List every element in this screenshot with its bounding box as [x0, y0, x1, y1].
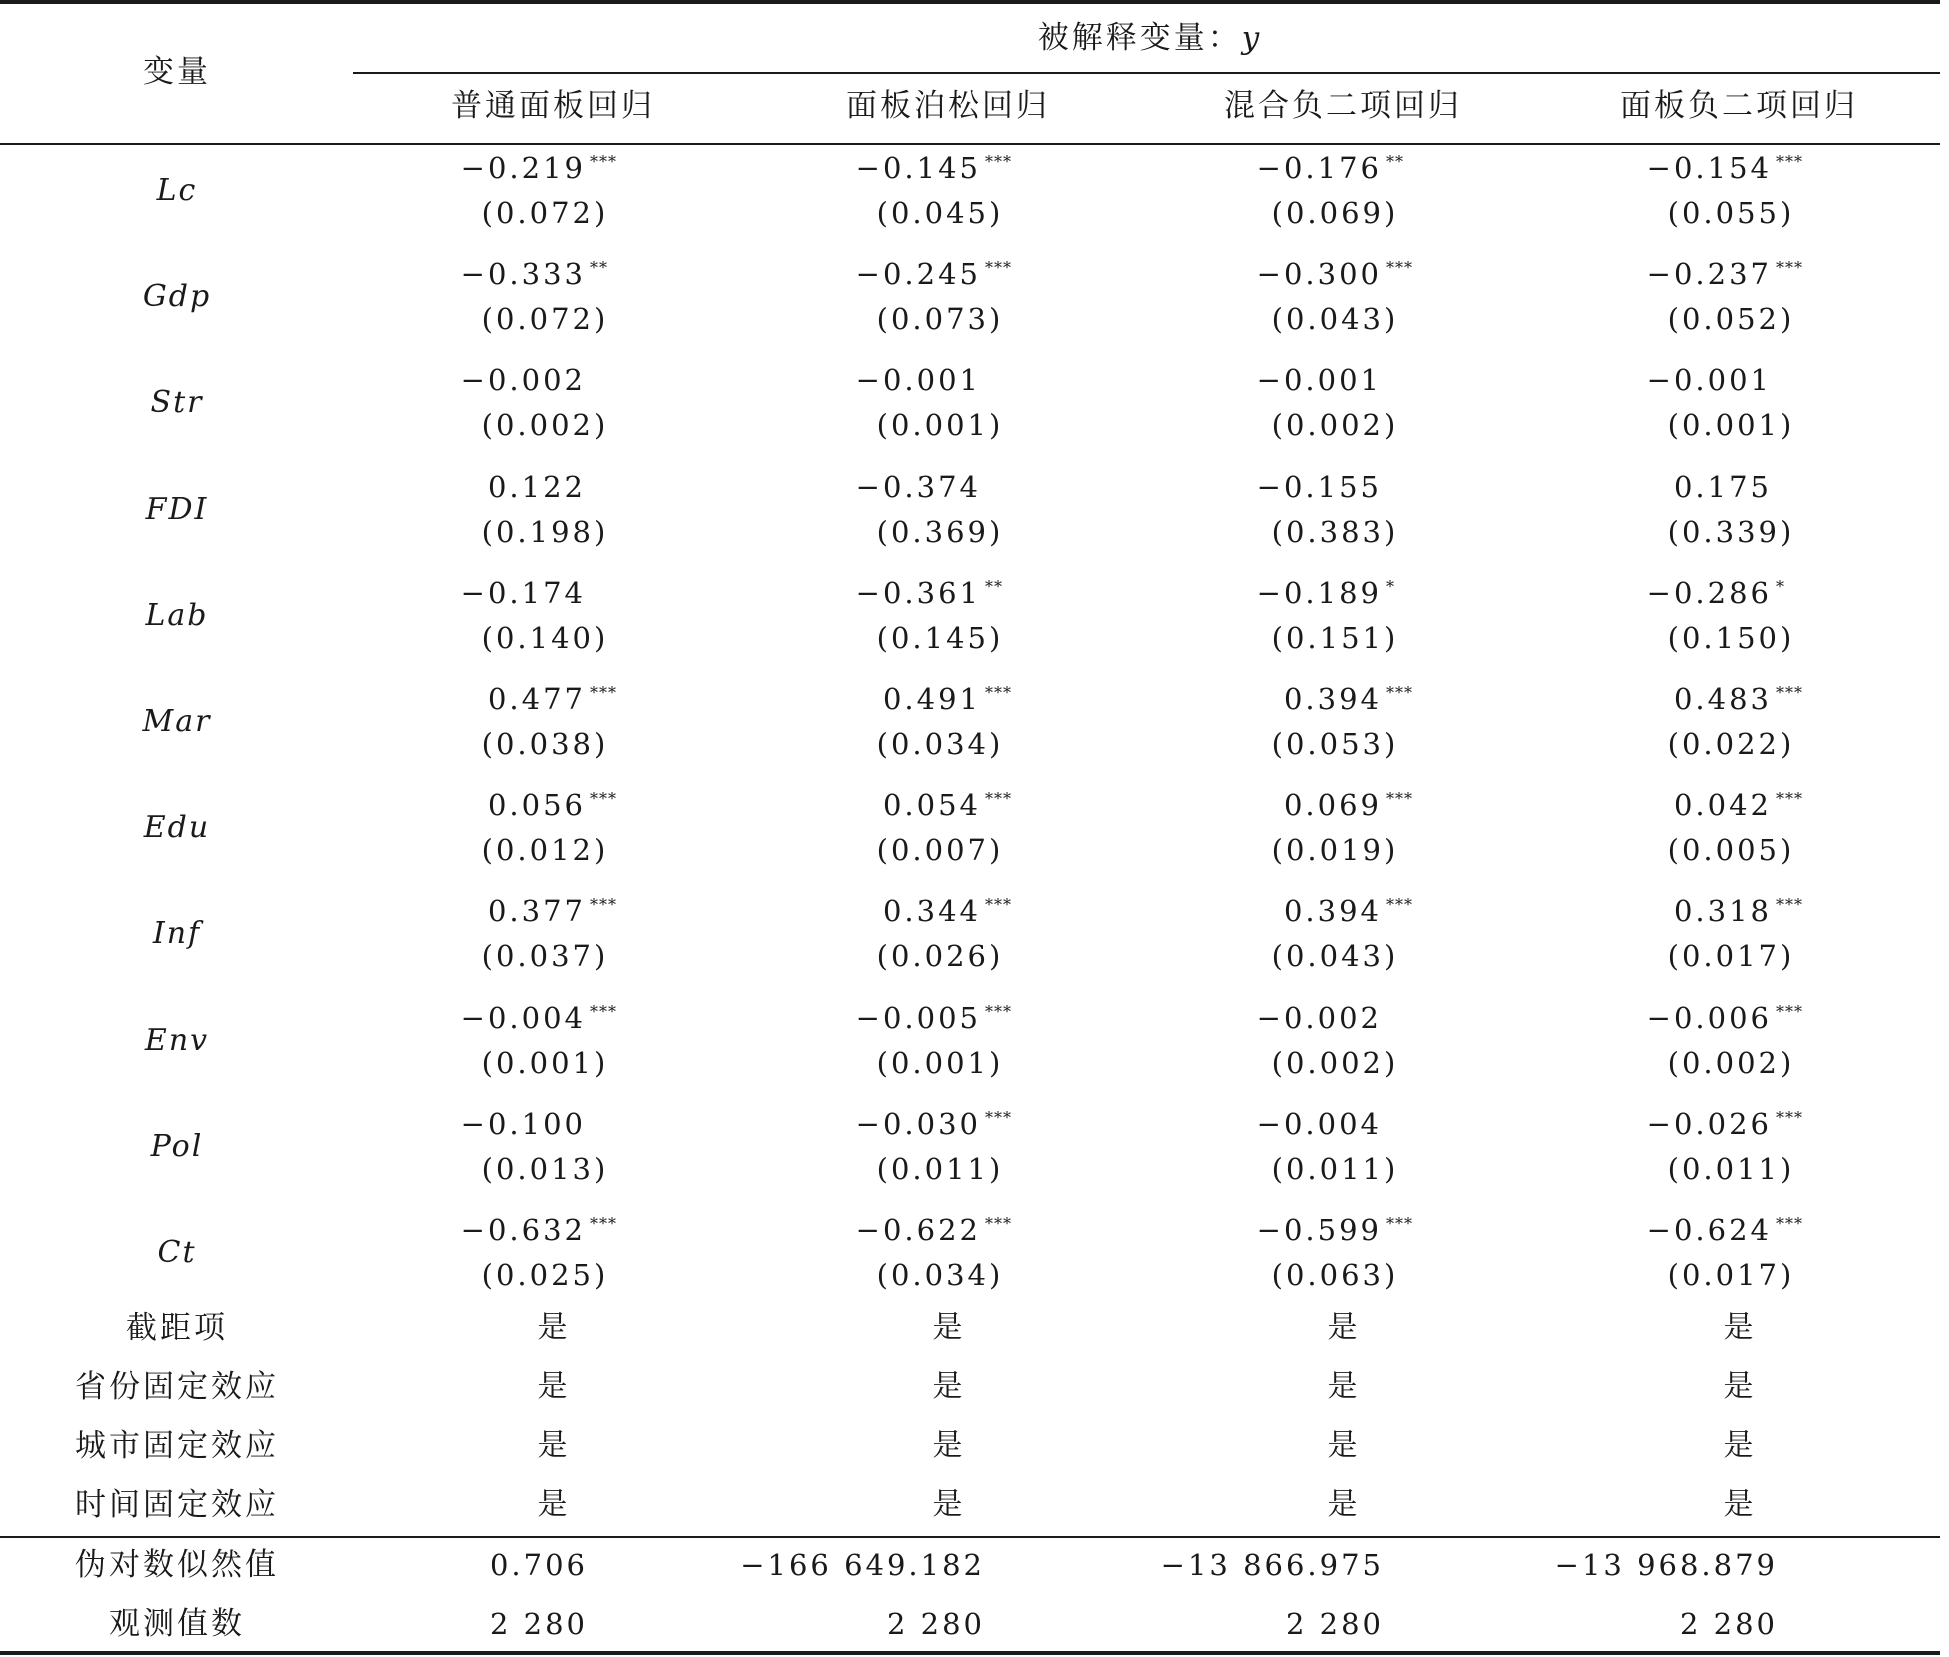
standard-error-cell: (0.007) [876, 833, 1004, 868]
standard-error-cell: (0.012) [481, 833, 609, 868]
standard-error-cell: (0.140) [481, 620, 609, 655]
coefficient-cell [1512, 787, 1803, 823]
coefficient-value: −0.189 [1256, 575, 1382, 610]
column-header: 面板泊松回归 [846, 88, 1050, 124]
coefficient-value: −0.174 [460, 575, 586, 610]
variable-name: FDI [145, 491, 209, 527]
coefficient-cell [326, 787, 617, 823]
coefficient-cell [1512, 256, 1803, 292]
standard-error-cell: (0.034) [876, 727, 1004, 761]
significance-stars: *** [1776, 1001, 1803, 1021]
significance-stars: *** [985, 683, 1012, 702]
standard-error-cell: (0.073) [876, 302, 1004, 337]
dependent-label: 被解释变量： [1037, 20, 1242, 56]
coefficient-cell [1122, 469, 1382, 505]
coefficient-cell [721, 787, 1012, 823]
header-variable-label: 变量 [143, 54, 211, 90]
bottom-rule [0, 1651, 1940, 1655]
statistic-value: −166 649.182 [740, 1548, 985, 1582]
coefficient-value: −0.155 [1256, 469, 1382, 504]
standard-error-cell: (0.017) [1667, 939, 1795, 974]
coefficient-value: −0.002 [460, 363, 586, 398]
coefficient-value: −0.001 [855, 363, 981, 398]
standard-error-cell: (0.001) [876, 1045, 1004, 1080]
control-value: 是 [537, 1487, 569, 1522]
standard-error-cell: (0.001) [1667, 408, 1795, 443]
standard-error-cell: (0.011) [1667, 1151, 1795, 1186]
significance-stars: ** [590, 258, 608, 278]
standard-error-cell: (0.045) [876, 196, 1004, 230]
control-label: 城市固定效应 [75, 1428, 279, 1464]
coefficient-value: −0.245 [855, 257, 981, 292]
coefficient-cell [721, 1212, 1012, 1248]
coefficient-cell [326, 1000, 617, 1036]
standard-error-cell: (0.017) [1667, 1258, 1795, 1292]
dependent-var: y [1241, 20, 1263, 56]
standard-error-cell: (0.013) [481, 1151, 609, 1186]
control-value: 是 [932, 1428, 964, 1463]
coefficient-cell [1512, 1000, 1803, 1036]
coefficient-cell [721, 256, 1012, 292]
coefficient-cell [1122, 1106, 1382, 1142]
standard-error-cell: (0.150) [1667, 620, 1795, 655]
coefficient-cell [1122, 1212, 1413, 1248]
coefficient-cell [1512, 1106, 1803, 1142]
coefficient-value: 0.344 [882, 894, 981, 929]
significance-stars: *** [1386, 258, 1413, 278]
coefficient-cell [326, 362, 586, 398]
coefficient-cell [721, 893, 1012, 929]
header-bottom-rule [0, 143, 1940, 145]
coefficient-cell [721, 1106, 1012, 1142]
standard-error-cell: (0.063) [1271, 1258, 1399, 1292]
standard-error-cell: (0.151) [1271, 620, 1399, 655]
coefficient-value: 0.318 [1673, 894, 1772, 929]
coefficient-value: −0.333 [460, 257, 586, 292]
coefficient-value: −0.006 [1646, 1000, 1772, 1035]
significance-stars: *** [590, 1001, 617, 1021]
significance-stars: *** [590, 789, 617, 809]
statistic-value: 0.706 [489, 1548, 588, 1582]
coefficient-cell [1122, 150, 1404, 186]
statistic-value: −13 866.975 [1160, 1548, 1384, 1582]
significance-stars: *** [985, 789, 1012, 809]
coefficient-cell [326, 1212, 617, 1248]
standard-error-cell: (0.001) [876, 408, 1004, 443]
standard-error-cell: (0.002) [481, 408, 609, 443]
coefficient-cell [326, 1106, 586, 1142]
variable-name: Mar [142, 704, 212, 739]
control-value: 是 [1327, 1369, 1359, 1404]
coefficient-cell [1512, 893, 1803, 929]
standard-error-cell: (0.053) [1271, 727, 1399, 761]
coefficient-cell [1122, 681, 1413, 717]
control-value: 是 [932, 1310, 964, 1345]
significance-stars: *** [985, 1001, 1012, 1021]
standard-error-cell: (0.011) [1271, 1151, 1399, 1186]
coefficient-value: −0.001 [1256, 363, 1382, 398]
coefficient-cell [1512, 469, 1772, 505]
coefficient-value: −0.361 [855, 575, 981, 610]
standard-error-cell: (0.034) [876, 1258, 1004, 1292]
coefficient-cell [1122, 575, 1395, 611]
coefficient-cell [1512, 575, 1785, 611]
control-label: 时间固定效应 [75, 1487, 279, 1523]
significance-stars: *** [590, 683, 617, 702]
standard-error-cell: (0.002) [1667, 1045, 1795, 1080]
coefficient-value: 0.377 [487, 894, 586, 929]
coefficient-value: −0.100 [460, 1106, 586, 1141]
standard-error-cell: (0.019) [1271, 833, 1399, 868]
control-value: 是 [537, 1428, 569, 1463]
control-value: 是 [537, 1310, 569, 1345]
coefficient-cell [1512, 681, 1803, 717]
variable-name: Lc [156, 173, 198, 208]
header-dependent [1038, 20, 1263, 56]
significance-stars: *** [590, 152, 617, 171]
coefficient-value: 0.042 [1673, 788, 1772, 823]
coefficient-value: −0.286 [1646, 575, 1772, 610]
variable-name: Gdp [142, 279, 212, 315]
coefficient-cell [326, 681, 617, 717]
control-value: 是 [1327, 1487, 1359, 1522]
significance-stars: *** [1776, 1214, 1803, 1233]
coefficient-cell [326, 575, 586, 611]
coefficient-cell [1122, 256, 1413, 292]
significance-stars: ** [1386, 152, 1404, 171]
significance-stars: *** [1386, 789, 1413, 809]
coefficient-value: −0.030 [855, 1106, 981, 1141]
stats-top-rule [0, 1536, 1940, 1538]
significance-stars: *** [985, 258, 1012, 278]
control-value: 是 [932, 1369, 964, 1404]
standard-error-cell: (0.072) [481, 302, 609, 337]
header-sub-rule [353, 72, 1940, 74]
significance-stars: *** [985, 895, 1012, 915]
coefficient-value: −0.145 [855, 151, 981, 185]
coefficient-cell [721, 150, 1012, 186]
top-rule [0, 0, 1940, 4]
standard-error-cell: (0.022) [1667, 727, 1795, 761]
standard-error-cell: (0.055) [1667, 196, 1795, 230]
coefficient-cell [1122, 893, 1413, 929]
statistic-value: 2 280 [886, 1607, 985, 1641]
significance-stars: ** [985, 576, 1003, 596]
coefficient-value: 0.056 [487, 788, 586, 823]
standard-error-cell: (0.339) [1667, 514, 1795, 549]
coefficient-value: 0.394 [1283, 682, 1382, 716]
coefficient-value: −0.624 [1646, 1213, 1772, 1247]
coefficient-value: −0.004 [1256, 1106, 1382, 1141]
control-value: 是 [1723, 1310, 1755, 1345]
coefficient-cell [1512, 1212, 1803, 1248]
coefficient-value: 0.175 [1673, 469, 1772, 504]
standard-error-cell: (0.025) [481, 1258, 609, 1292]
coefficient-value: −0.599 [1256, 1213, 1382, 1247]
column-header: 面板负二项回归 [1620, 88, 1858, 124]
coefficient-cell [326, 256, 608, 292]
coefficient-value: −0.374 [855, 469, 981, 504]
significance-stars: *** [1776, 1107, 1803, 1127]
coefficient-value: 0.069 [1283, 788, 1382, 823]
standard-error-cell: (0.043) [1271, 939, 1399, 974]
coefficient-value: −0.622 [855, 1213, 981, 1247]
significance-stars: *** [590, 895, 617, 915]
coefficient-cell [721, 1000, 1012, 1036]
significance-stars: *** [1776, 152, 1803, 171]
standard-error-cell: (0.026) [876, 939, 1004, 974]
coefficient-value: −0.004 [460, 1000, 586, 1035]
variable-name: Ct [157, 1235, 197, 1270]
coefficient-value: 0.122 [487, 469, 586, 504]
coefficient-value: −0.154 [1646, 151, 1772, 185]
coefficient-value: −0.300 [1256, 257, 1382, 292]
significance-stars: *** [985, 1214, 1012, 1233]
coefficient-value: −0.002 [1256, 1000, 1382, 1035]
standard-error-cell: (0.002) [1271, 408, 1399, 443]
significance-stars: *** [985, 152, 1012, 171]
coefficient-value: −0.026 [1646, 1106, 1772, 1141]
control-label: 截距项 [126, 1310, 228, 1346]
coefficient-value: −0.237 [1646, 257, 1772, 292]
coefficient-cell [721, 469, 981, 505]
coefficient-value: −0.176 [1256, 151, 1382, 185]
statistic-value: −13 968.879 [1554, 1548, 1778, 1582]
coefficient-cell [721, 362, 981, 398]
statistic-label: 伪对数似然值 [75, 1547, 279, 1583]
standard-error-cell: (0.001) [481, 1045, 609, 1080]
standard-error-cell: (0.052) [1667, 302, 1795, 337]
coefficient-value: 0.483 [1673, 682, 1772, 716]
significance-stars: *** [985, 1107, 1012, 1127]
coefficient-value: −0.001 [1646, 363, 1772, 398]
variable-name: Lab [145, 597, 209, 633]
control-label: 省份固定效应 [75, 1369, 279, 1405]
control-value: 是 [1723, 1428, 1755, 1463]
significance-stars: *** [590, 1214, 617, 1233]
coefficient-cell [1512, 150, 1803, 186]
standard-error-cell: (0.011) [876, 1151, 1004, 1186]
control-value: 是 [1327, 1428, 1359, 1463]
standard-error-cell: (0.005) [1667, 833, 1795, 868]
coefficient-cell [1122, 362, 1382, 398]
coefficient-value: 0.054 [882, 788, 981, 823]
coefficient-cell [1122, 787, 1413, 823]
standard-error-cell: (0.383) [1271, 514, 1399, 549]
significance-stars: *** [1776, 789, 1803, 809]
coefficient-value: −0.005 [855, 1000, 981, 1035]
significance-stars: *** [1386, 1214, 1413, 1233]
standard-error-cell: (0.037) [481, 939, 609, 974]
significance-stars: *** [1776, 895, 1803, 915]
variable-name: Edu [143, 810, 211, 846]
coefficient-cell [1512, 362, 1772, 398]
significance-stars: *** [1776, 683, 1803, 702]
significance-stars: *** [1386, 683, 1413, 702]
statistic-value: 2 280 [1285, 1607, 1384, 1641]
coefficient-cell [721, 575, 1003, 611]
standard-error-cell: (0.002) [1271, 1045, 1399, 1080]
column-header: 混合负二项回归 [1224, 88, 1462, 124]
coefficient-cell [326, 893, 617, 929]
standard-error-cell: (0.043) [1271, 302, 1399, 337]
standard-error-cell: (0.198) [481, 514, 609, 549]
significance-stars: *** [1386, 895, 1413, 915]
significance-stars: *** [1776, 258, 1803, 278]
coefficient-cell [1122, 1000, 1382, 1036]
control-value: 是 [1723, 1369, 1755, 1404]
variable-name: Pol [150, 1128, 204, 1164]
column-header: 普通面板回归 [451, 88, 655, 124]
variable-name: Inf [152, 916, 202, 952]
statistic-value: 2 280 [489, 1607, 588, 1641]
control-value: 是 [537, 1369, 569, 1404]
coefficient-value: 0.394 [1283, 894, 1382, 929]
statistic-value: 2 280 [1679, 1607, 1778, 1641]
variable-name: Env [144, 1022, 210, 1058]
control-value: 是 [1723, 1487, 1755, 1522]
statistic-label: 观测值数 [109, 1606, 245, 1642]
coefficient-cell [326, 150, 617, 186]
coefficient-value: 0.491 [882, 682, 981, 716]
coefficient-cell [721, 681, 1012, 717]
coefficient-value: −0.219 [460, 151, 586, 185]
significance-stars: * [1386, 576, 1395, 596]
significance-stars: * [1776, 576, 1785, 596]
standard-error-cell: (0.145) [876, 620, 1004, 655]
standard-error-cell: (0.072) [481, 196, 609, 230]
coefficient-cell [326, 469, 586, 505]
standard-error-cell: (0.369) [876, 514, 1004, 549]
standard-error-cell: (0.069) [1271, 196, 1399, 230]
control-value: 是 [1327, 1310, 1359, 1345]
coefficient-value: 0.477 [487, 682, 586, 716]
coefficient-value: −0.632 [460, 1213, 586, 1247]
standard-error-cell: (0.038) [481, 727, 609, 761]
control-value: 是 [932, 1487, 964, 1522]
variable-name: Str [150, 385, 204, 421]
